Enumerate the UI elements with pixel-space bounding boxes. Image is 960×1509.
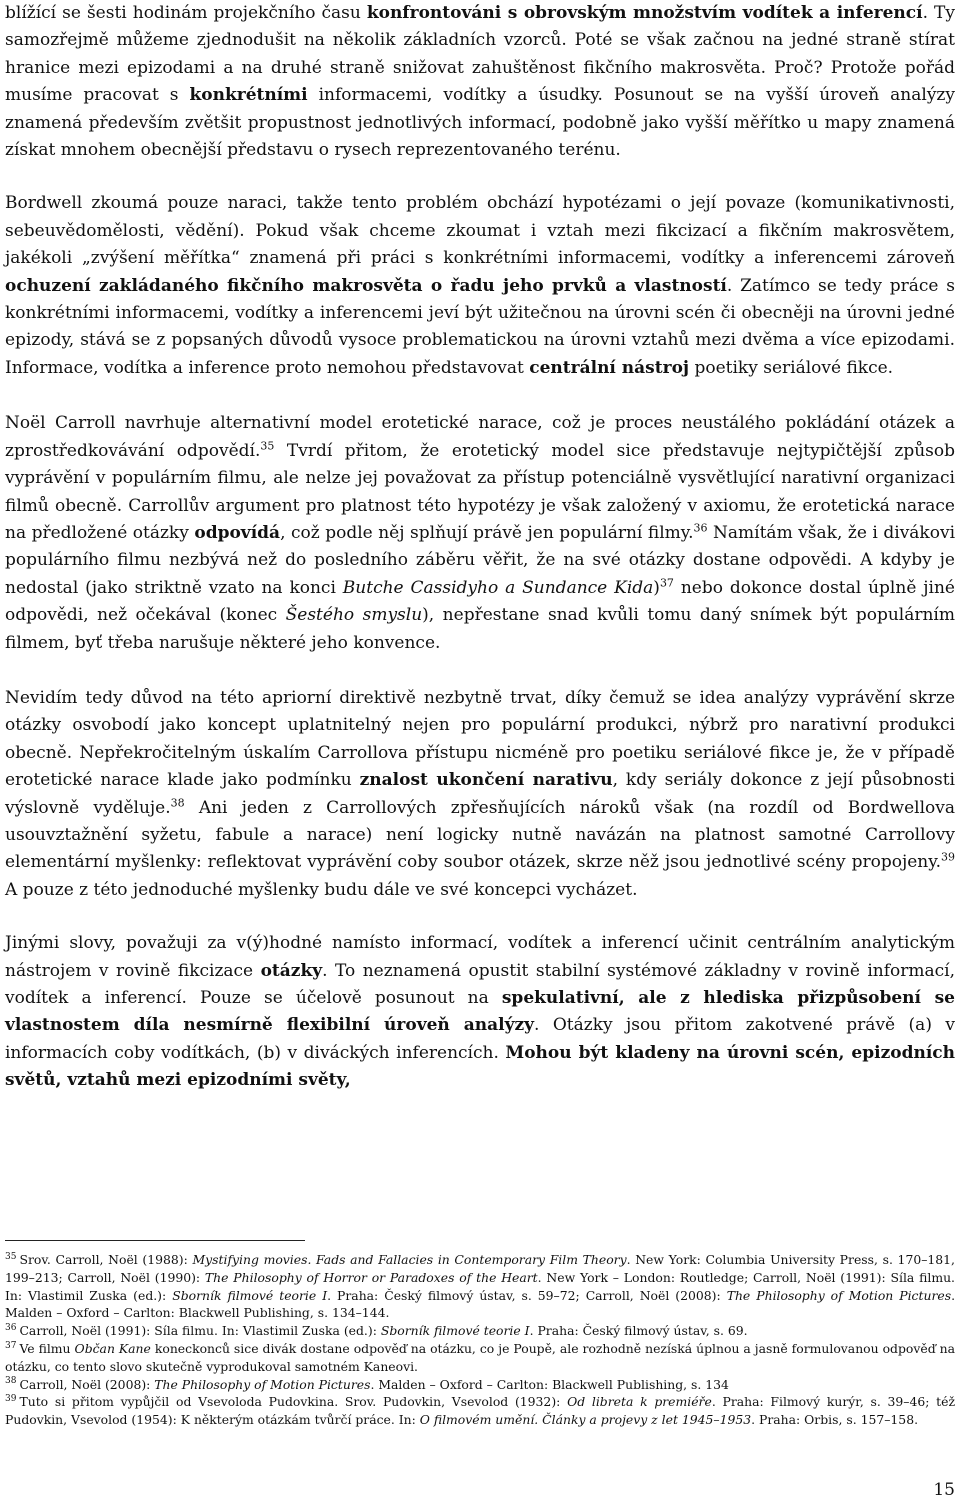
text: ): [653, 577, 660, 598]
footnote-37: [5, 1340, 955, 1376]
text: koneckonců sice divák dostane odpověď na otázku, co je Poupě, ale rozhodně nezíská úplnou a jasně formulovanou odpověď na otázku, co tento slovo skutečně vyprodukoval samotném Kaneovi.: [5, 1340, 955, 1374]
film-title: Butche Cassidyho a Sundance Kida: [342, 577, 654, 598]
paragraph-3: [5, 410, 955, 657]
text: . Zatímco se tedy práce s konkrétními informacemi, vodítky a inferencemi jeví být užitečnou na úrovni scén či obecněji na úrovni jedné epizody, stává se z popsaných důvodů vysoce problematickou na úrovni vztahů mezi dvěma a více epizodami. Informace, vodítka a inference proto nemohou představovat: [5, 275, 955, 378]
footnote-ref[interactable]: 36: [693, 521, 708, 535]
book-title: Sborník filmové teorie I: [172, 1287, 328, 1303]
book-title: Sborník filmové teorie I: [380, 1323, 530, 1339]
paragraph-5: [5, 930, 955, 1094]
paragraph-4: [5, 685, 955, 904]
text: . New York – London: Routledge; Carroll, Noël (1991): Síla filmu. In: Vlastimil Zuska (ed.):: [5, 1269, 955, 1303]
emphasis: spekulativní, ale z hlediska přizpůsobení se vlastnostem díla nesmírně flexibilní úroveň analýzy: [5, 988, 955, 1036]
footnote-number: 38: [5, 1376, 17, 1387]
footnote-number: 35: [5, 1251, 17, 1262]
footnote-ref[interactable]: 35: [260, 439, 275, 453]
footnote-ref[interactable]: 39: [941, 850, 955, 864]
emphasis: znalost ukončení narativu: [359, 770, 613, 791]
paragraph-1: [5, 0, 955, 164]
text: nebo dokonce dostal úplně jiné odpovědi, než očekával (konec: [5, 577, 955, 626]
footnote-36: [5, 1322, 955, 1340]
film-title: Občan Kane: [74, 1340, 151, 1356]
footnotes: [5, 1251, 955, 1429]
text: Ani jeden z Carrollových zpřesňujících nároků však (na rozdíl od Bordwellova usouvztažnění syžetu, fabule a narace) není logicky nutně navázán na platnost samotné Carrollovy elementární myšlenky: reflektovat vyprávění coby soubor otázek, skrze něž jsou jednotlivé scény propojeny.: [5, 797, 955, 873]
footnote-39: [5, 1393, 955, 1429]
book-title: The Philosophy of Motion Pictures: [726, 1287, 952, 1303]
text: Carroll, Noël (1991): Síla filmu. In: Vlastimil Zuska (ed.):: [19, 1323, 381, 1339]
text: , což podle něj splňují právě jen populární filmy.: [280, 522, 694, 543]
text: Noël Carroll navrhuje alternativní model erotetické narace, což je proces neustálého pokládání otázek a zprostředkovávání odpovědí.: [5, 413, 955, 461]
footnote-38: [5, 1376, 955, 1394]
text: . Praha: Filmový kurýr, s. 39–46; též Pudovkin, Vsevolod (1954): K některým otázkám tvůrčí práce. In:: [5, 1394, 955, 1428]
text: . To neznamená opustit stabilní systémové základny v rovině informací, vodítek a inferencí. Pouze se účelově posunout na: [5, 960, 955, 1008]
book-title: O filmovém umění. Články a projevy z let 1945–1953: [419, 1412, 752, 1428]
emphasis: Mohou být kladeny na úrovni scén, epizodních světů, vztahů mezi epizodními světy,: [5, 1042, 955, 1091]
footnote-number: 37: [5, 1340, 17, 1351]
footnote-35: [5, 1251, 955, 1322]
book-title: The Philosophy of Motion Pictures: [154, 1376, 371, 1392]
emphasis: odpovídá: [194, 522, 281, 543]
footnote-ref[interactable]: 38: [170, 795, 185, 809]
footnote-ref[interactable]: 37: [659, 576, 674, 590]
text: blížící se šesti hodinám projekčního času: [5, 3, 367, 23]
footnote-number: 39: [5, 1394, 17, 1405]
emphasis: centrální nástroj: [529, 357, 690, 378]
film-title: Šestého smyslu: [285, 605, 423, 626]
text: ), nepřestane snad kvůli tomu daný snímek být populárním filmem, byť třeba narušuje některé jeho konvence.: [5, 605, 955, 653]
paragraph-2: [5, 190, 955, 382]
text: Tuto si přitom vypůjčil od Vsevoloda Pudovkina. Srov. Pudovkin, Vsevolod (1932):: [19, 1394, 568, 1410]
text: . Otázky jsou přitom zakotvené právě (a) v informacích coby vodítkách, (b) v diváckých inferencích.: [5, 1015, 955, 1063]
text: . Praha: Český filmový ústav, s. 69.: [529, 1323, 748, 1339]
text: , kdy seriály dokonce z její působnosti výslovně vyděluje.: [5, 770, 955, 818]
text: . Malden – Oxford – Carlton: Blackwell Publishing, s. 134–144.: [5, 1287, 956, 1321]
book-title: Od libreta k premiéře: [567, 1394, 712, 1410]
emphasis: otázky: [260, 960, 323, 981]
text: . New York: Columbia University Press, s. 170–181, 199–213; Carroll, Noël (1990):: [5, 1252, 955, 1285]
book-title: The Philosophy of Horror or Paradoxes of the Heart: [204, 1269, 538, 1285]
book-title: Mystifying movies. Fads and Fallacies in Contemporary Film Theory: [192, 1252, 627, 1267]
text: . Praha: Orbis, s. 157–158.: [751, 1412, 919, 1428]
emphasis: konfrontováni s obrovským množstvím vodítek a inferencí: [366, 3, 923, 23]
text: Ve filmu: [19, 1340, 75, 1356]
text: Carroll, Noël (2008):: [19, 1376, 155, 1392]
text: Nevidím tedy důvod na této apriorní direktivě nezbytně trvat, díky čemuž se idea analýzy vyprávění skrze otázky osvobodí jako koncept uplatnitelný nejen pro populární produkci, nýbrž pro narativní produkci obecně. Nepřekročitelným úskalím Carrollova přístupu nicméně pro poetiku seriálové fikce je, že v případě erotetické narace klade jako podmínku: [5, 687, 955, 791]
text: poetiky seriálové fikce.: [689, 357, 894, 378]
footnote-number: 36: [5, 1323, 17, 1334]
text: Jinými slovy, považuji za v(ý)hodné namísto informací, vodítek a inferencí učinit centrálním analytickým nástrojem v rovině fikcizace: [5, 933, 955, 981]
text: . Praha: Český filmový ústav, s. 59–72; Carroll, Noël (2008):: [327, 1287, 727, 1303]
footnote-separator: [5, 1240, 305, 1241]
text: Tvrdí přitom, že erotetický model sice představuje nejtypičtější způsob vyprávění v populárním filmu, ale nelze jej považovat za přístup potenciálně vysvětlující narativní organizaci filmů obecně. Carrollův argument pro platnost této hypotézy je však založený v axiomu, že erotetická narace na předložené otázky: [5, 440, 955, 543]
page-number: 15: [933, 1480, 955, 1500]
text: . Ty samozřejmě můžeme zjednodušit na několik základních vzorců. Poté se však začnou na jedné straně stírat hranice mezi epizodami a na druhé straně snižovat zahuštěnost fikčního makrosvěta. Proč? Protože pořád musíme pracovat s: [5, 3, 955, 106]
text: Bordwell zkoumá pouze naraci, takže tento problém obchází hypotézami o její povaze (komunikativnosti, sebeuvědomělosti, vědění). Pokud však chceme zkoumat i vztah mezi fikcizací a fikčním makrosvětem, jakékoli „zvýšení měřítka“ znamená při práci s konkrétními informacemi, vodítky a inferencemi zároveň: [5, 193, 955, 269]
text: Namítám však, že i divákovi populárního filmu nezbývá než do posledního záběru věřit, že na své otázky dostane odpovědi. A kdyby je nedostal (jako striktně vzato na konci: [5, 522, 956, 598]
emphasis: ochuzení zakládaného fikčního makrosvěta o řadu jeho prvků a vlastností: [5, 275, 727, 296]
text: A pouze z této jednoduché myšlenky budu dále ve své koncepci vycházet.: [5, 879, 638, 900]
page-body: [5, 0, 955, 1095]
text: informacemi, vodítky a úsudky. Posunout se na vyšší úroveň analýzy znamená především zvětšit propustnost jednotlivých informací, podobně jako vyšší měřítko u mapy znamená získat mnohem obecnější představu o rysech reprezentovaného terénu.: [5, 85, 955, 161]
emphasis: konkrétními: [189, 85, 308, 106]
text: . Malden – Oxford – Carlton: Blackwell Publishing, s. 134: [370, 1376, 729, 1392]
text: Srov. Carroll, Noël (1988):: [19, 1252, 193, 1267]
